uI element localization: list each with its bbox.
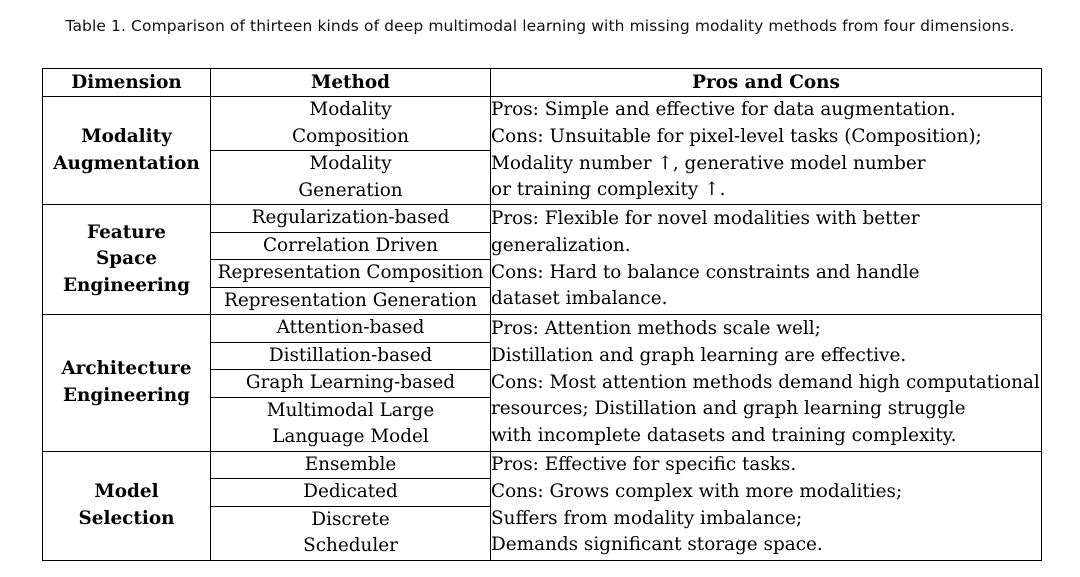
pros-cons-line: Pros: Flexible for novel modalities with better [491, 208, 920, 230]
method-line: Language Model [272, 426, 429, 448]
dimension-line: Feature [87, 221, 166, 243]
dimension-line: Selection [78, 507, 175, 529]
dimension-cell [43, 315, 211, 452]
table-row [43, 451, 1042, 479]
method-line: Modality [309, 99, 392, 120]
pros-cons-line: Modality number ↑, generative model number [491, 152, 926, 174]
pros-cons-line: Pros: Attention methods scale well; [491, 317, 821, 339]
pros-cons-line: dataset imbalance. [491, 288, 668, 310]
method-cell: Correlation Driven [211, 232, 491, 260]
header-pros-cons: Pros and Cons [491, 69, 1042, 97]
table-row [43, 315, 1042, 343]
method-cell: Regularization-based [211, 205, 491, 233]
pros-cons-line: Suffers from modality imbalance; [491, 507, 803, 529]
method-cell [211, 151, 491, 205]
pros-cons-cell [491, 97, 1042, 205]
pros-cons-line: resources; Distillation and graph learning struggle [491, 398, 966, 420]
method-line: Modality [309, 153, 392, 175]
table-row [43, 97, 1042, 124]
header-row [43, 69, 1042, 97]
table-row [43, 205, 1042, 233]
pros-cons-cell [491, 451, 1042, 560]
dimension-line: Engineering [63, 384, 190, 406]
comparison-table [42, 68, 1042, 561]
dimension-line: Space [96, 248, 157, 270]
method-line: Composition [292, 125, 409, 147]
method-line: Multimodal Large [266, 399, 435, 421]
dimension-line: Model [94, 481, 159, 503]
method-cell: Distillation-based [211, 342, 491, 370]
method-line: Scheduler [303, 535, 398, 557]
pros-cons-line: Cons: Unsuitable for pixel-level tasks (Composition); [491, 125, 982, 147]
pros-cons-cell [491, 205, 1042, 315]
method-cell: Dedicated [211, 479, 491, 507]
method-line: Discrete [311, 508, 390, 530]
method-cell [211, 397, 491, 451]
method-cell [211, 506, 491, 560]
dimension-line: Engineering [63, 274, 190, 296]
pros-cons-line: with incomplete datasets and training complexity. [491, 425, 957, 447]
pros-cons-line: or training complexity ↑. [491, 179, 726, 201]
pros-cons-line: Cons: Most attention methods demand high computational [491, 371, 1040, 393]
dimension-cell [43, 451, 211, 560]
pros-cons-line: Demands significant storage space. [491, 534, 823, 556]
method-cell: Graph Learning-based [211, 370, 491, 398]
pros-cons-line: Pros: Simple and effective for data augmentation. [491, 99, 956, 120]
method-cell [211, 97, 491, 151]
dimension-line: Modality [81, 126, 172, 148]
method-cell: Ensemble [211, 451, 491, 479]
dimension-line: Architecture [61, 358, 192, 380]
method-cell: Representation Composition [211, 260, 491, 288]
dimension-cell [43, 97, 211, 205]
pros-cons-line: Cons: Grows complex with more modalities; [491, 480, 903, 502]
header-dimension: Dimension [43, 69, 211, 97]
pros-cons-line: Cons: Hard to balance constraints and handle [491, 261, 920, 283]
method-cell: Attention-based [211, 315, 491, 343]
method-line: Generation [298, 179, 403, 201]
method-cell: Representation Generation [211, 287, 491, 315]
pros-cons-line: generalization. [491, 234, 631, 256]
table-caption: Table 1. Comparison of thirteen kinds of deep multimodal learning with missing modality methods from four dimensions. [65, 17, 1015, 35]
dimension-cell [43, 205, 211, 315]
pros-cons-line: Pros: Effective for specific tasks. [491, 454, 797, 476]
dimension-line: Augmentation [53, 152, 200, 174]
pros-cons-line: Distillation and graph learning are effective. [491, 344, 907, 366]
pros-cons-cell [491, 315, 1042, 452]
header-method: Method [211, 69, 491, 97]
